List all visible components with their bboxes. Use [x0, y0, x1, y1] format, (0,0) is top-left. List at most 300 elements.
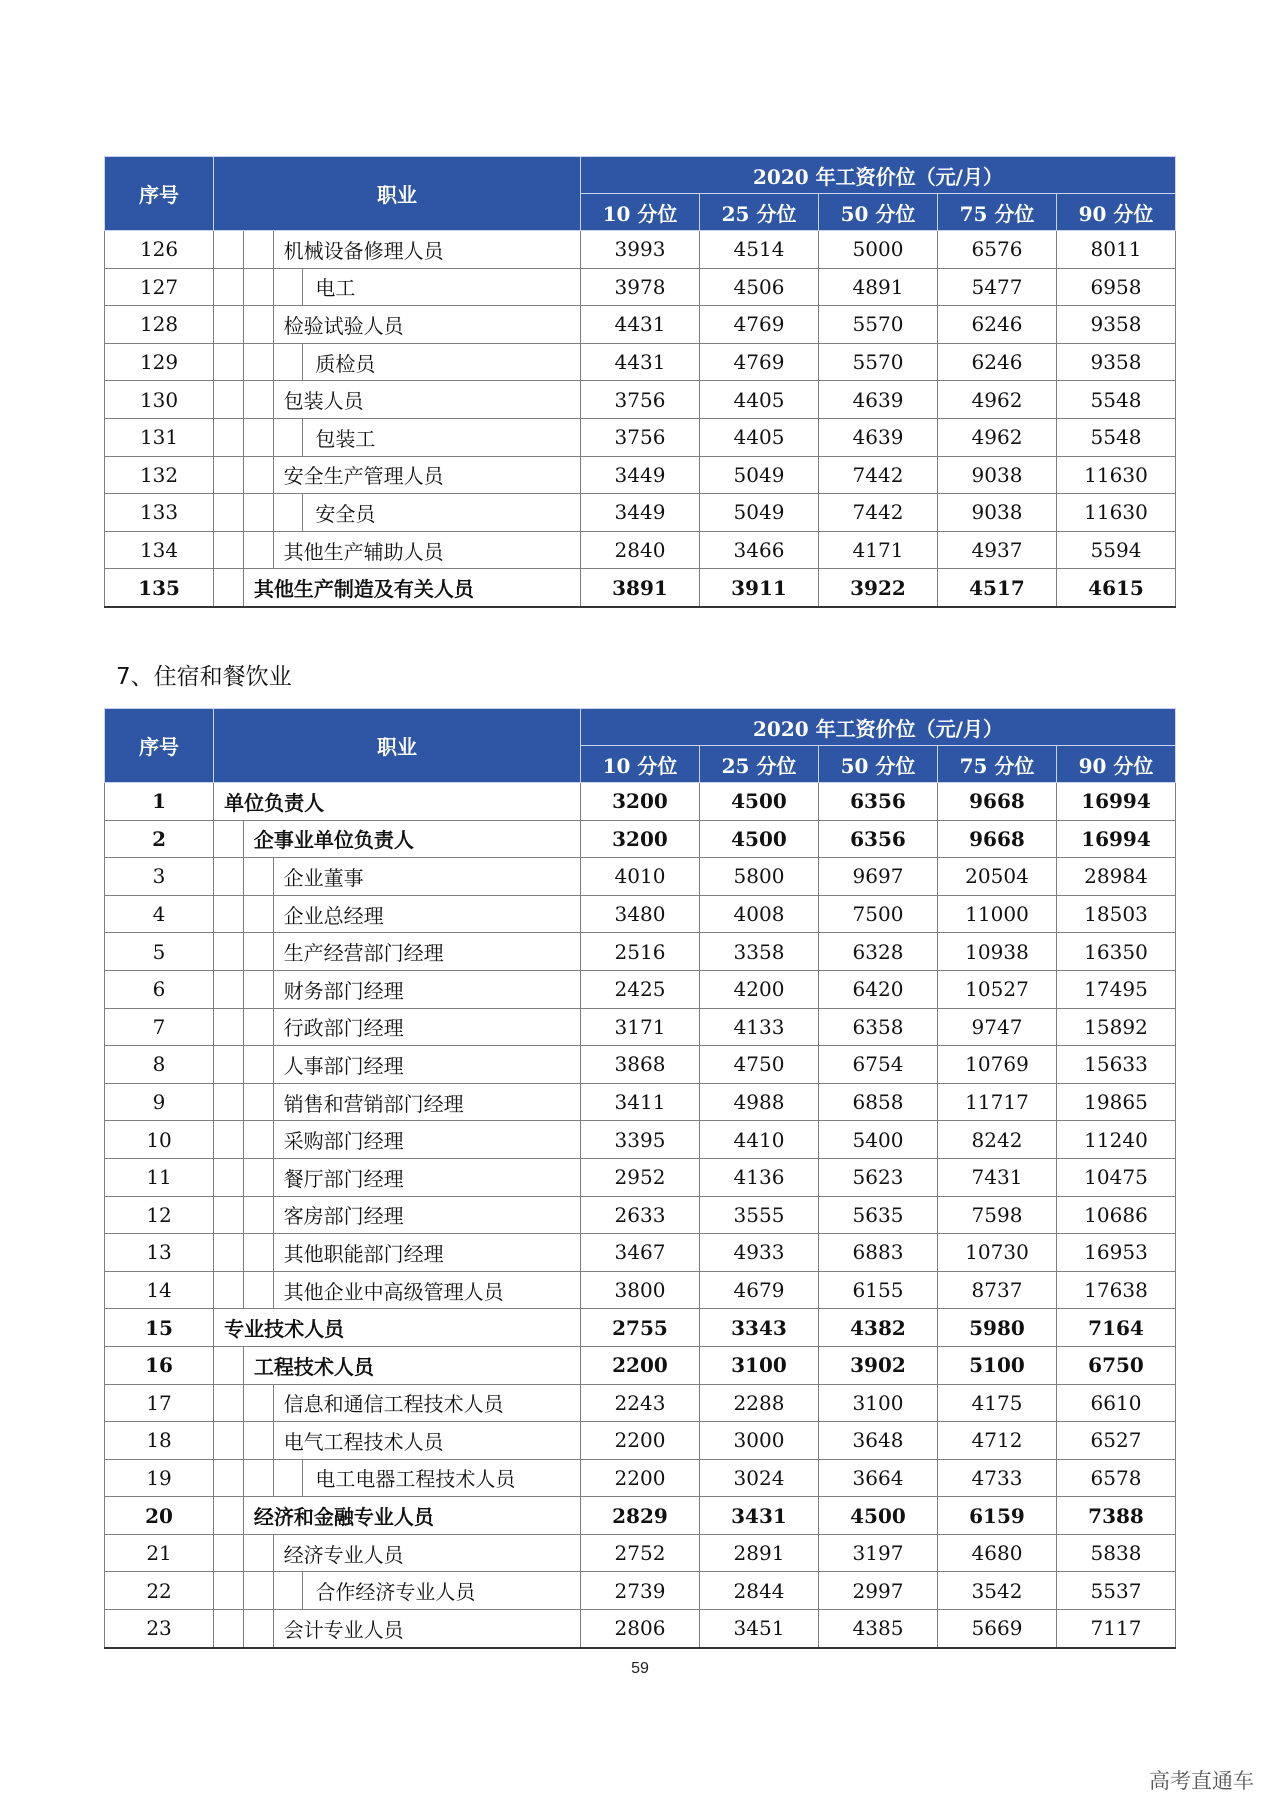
section-heading: 7、住宿和餐饮业	[116, 664, 292, 690]
row-p25: 4988	[699, 1083, 818, 1121]
row-p50: 4382	[818, 1309, 937, 1347]
table-row	[105, 1534, 1176, 1572]
row-p75: 10527	[937, 970, 1056, 1008]
row-seq: 132	[105, 456, 214, 494]
indent-cell	[243, 1083, 273, 1121]
indent-cell	[214, 1572, 244, 1610]
row-occupation: 工程技术人员	[243, 1346, 580, 1384]
row-p75: 4517	[937, 569, 1056, 607]
indent-cell	[243, 306, 273, 344]
row-p75: 10730	[937, 1234, 1056, 1272]
row-p25: 4750	[699, 1046, 818, 1084]
table-row	[105, 343, 1176, 381]
table-header	[105, 709, 1176, 783]
row-occupation: 其他生产辅助人员	[273, 531, 580, 569]
indent-cell	[214, 1459, 244, 1497]
header-p25: 25 分位	[699, 746, 818, 783]
row-p75: 11717	[937, 1083, 1056, 1121]
indent-cell	[214, 858, 244, 896]
indent-cell	[214, 1271, 244, 1309]
row-p25: 4136	[699, 1158, 818, 1196]
row-p75: 9038	[937, 494, 1056, 532]
row-p75: 9668	[937, 820, 1056, 858]
indent-cell	[243, 531, 273, 569]
table-row	[105, 933, 1176, 971]
row-seq: 126	[105, 231, 214, 269]
table-row	[105, 456, 1176, 494]
row-p10: 3993	[580, 231, 699, 269]
indent-cell	[243, 1234, 273, 1272]
row-p75: 10769	[937, 1046, 1056, 1084]
header-p50: 50 分位	[818, 194, 937, 231]
table-row	[105, 1459, 1176, 1497]
row-seq: 6	[105, 970, 214, 1008]
row-p75: 4962	[937, 381, 1056, 419]
row-p25: 3358	[699, 933, 818, 971]
row-p50: 9697	[818, 858, 937, 896]
row-p75: 11000	[937, 895, 1056, 933]
row-p50: 5635	[818, 1196, 937, 1234]
header-p10: 10 分位	[580, 746, 699, 783]
row-seq: 134	[105, 531, 214, 569]
row-occupation: 专业技术人员	[214, 1309, 581, 1347]
row-p10: 2425	[580, 970, 699, 1008]
table-row	[105, 1422, 1176, 1460]
row-p10: 2840	[580, 531, 699, 569]
row-p25: 4133	[699, 1008, 818, 1046]
row-p75: 4175	[937, 1384, 1056, 1422]
row-seq: 2	[105, 820, 214, 858]
indent-cell	[273, 268, 303, 306]
row-p10: 3800	[580, 1271, 699, 1309]
indent-cell	[243, 1459, 273, 1497]
row-p90: 10475	[1056, 1158, 1175, 1196]
row-p90: 5838	[1056, 1534, 1175, 1572]
row-p10: 2739	[580, 1572, 699, 1610]
row-seq: 135	[105, 569, 214, 607]
indent-cell	[214, 456, 244, 494]
row-p25: 4506	[699, 268, 818, 306]
row-p90: 8011	[1056, 231, 1175, 269]
row-seq: 133	[105, 494, 214, 532]
indent-cell	[243, 933, 273, 971]
row-p75: 9038	[937, 456, 1056, 494]
indent-cell	[243, 494, 273, 532]
row-p50: 6358	[818, 1008, 937, 1046]
row-p25: 3466	[699, 531, 818, 569]
table-row	[105, 1497, 1176, 1535]
indent-cell	[214, 820, 244, 858]
row-p75: 6246	[937, 343, 1056, 381]
header-occupation: 职业	[214, 709, 581, 783]
row-p90: 5537	[1056, 1572, 1175, 1610]
indent-cell	[243, 1158, 273, 1196]
indent-cell	[214, 970, 244, 1008]
row-seq: 5	[105, 933, 214, 971]
row-p90: 7117	[1056, 1610, 1175, 1648]
indent-cell	[214, 1158, 244, 1196]
header-p75: 75 分位	[937, 194, 1056, 231]
row-p50: 7500	[818, 895, 937, 933]
row-p25: 5800	[699, 858, 818, 896]
indent-cell	[214, 1534, 244, 1572]
row-p10: 3395	[580, 1121, 699, 1159]
row-occupation: 生产经营部门经理	[273, 933, 580, 971]
row-p75: 10938	[937, 933, 1056, 971]
row-p25: 2891	[699, 1534, 818, 1572]
row-p50: 6328	[818, 933, 937, 971]
row-p90: 9358	[1056, 306, 1175, 344]
row-p25: 3000	[699, 1422, 818, 1460]
row-p50: 4639	[818, 381, 937, 419]
row-p25: 3911	[699, 569, 818, 607]
table-row	[105, 1572, 1176, 1610]
table-row	[105, 531, 1176, 569]
indent-cell	[243, 1384, 273, 1422]
row-seq: 131	[105, 418, 214, 456]
row-p90: 5548	[1056, 418, 1175, 456]
row-p10: 3978	[580, 268, 699, 306]
row-occupation: 餐厅部门经理	[273, 1158, 580, 1196]
indent-cell	[214, 418, 244, 456]
indent-cell	[273, 418, 303, 456]
indent-cell	[214, 1196, 244, 1234]
row-p50: 4171	[818, 531, 937, 569]
row-p75: 4733	[937, 1459, 1056, 1497]
indent-cell	[214, 1008, 244, 1046]
table-row	[105, 970, 1176, 1008]
row-p90: 18503	[1056, 895, 1175, 933]
table-row	[105, 1234, 1176, 1272]
row-p90: 6578	[1056, 1459, 1175, 1497]
indent-cell	[243, 1121, 273, 1159]
row-p75: 6246	[937, 306, 1056, 344]
row-occupation: 单位负责人	[214, 783, 581, 821]
row-p10: 4431	[580, 306, 699, 344]
indent-cell	[214, 381, 244, 419]
indent-cell	[243, 895, 273, 933]
row-p50: 5400	[818, 1121, 937, 1159]
table-row	[105, 1384, 1176, 1422]
row-p10: 2516	[580, 933, 699, 971]
row-p90: 28984	[1056, 858, 1175, 896]
row-seq: 128	[105, 306, 214, 344]
row-p75: 5980	[937, 1309, 1056, 1347]
row-occupation: 其他职能部门经理	[273, 1234, 580, 1272]
row-seq: 22	[105, 1572, 214, 1610]
table-row	[105, 1346, 1176, 1384]
indent-cell	[243, 858, 273, 896]
row-seq: 20	[105, 1497, 214, 1535]
header-p25: 25 分位	[699, 194, 818, 231]
row-occupation: 企业总经理	[273, 895, 580, 933]
row-p10: 2752	[580, 1534, 699, 1572]
table-row	[105, 1196, 1176, 1234]
row-p50: 3902	[818, 1346, 937, 1384]
row-p25: 3100	[699, 1346, 818, 1384]
table-row	[105, 494, 1176, 532]
row-p50: 6858	[818, 1083, 937, 1121]
row-p50: 6754	[818, 1046, 937, 1084]
row-p25: 4008	[699, 895, 818, 933]
row-occupation: 安全生产管理人员	[273, 456, 580, 494]
row-p25: 3555	[699, 1196, 818, 1234]
row-p10: 2633	[580, 1196, 699, 1234]
indent-cell	[214, 569, 244, 607]
indent-cell	[273, 343, 303, 381]
header-seq: 序号	[105, 709, 214, 783]
row-p25: 4405	[699, 418, 818, 456]
row-seq: 3	[105, 858, 214, 896]
row-p50: 6356	[818, 820, 937, 858]
row-p75: 6159	[937, 1497, 1056, 1535]
page-number: 59	[631, 1660, 649, 1677]
indent-cell	[214, 1610, 244, 1648]
row-p90: 11630	[1056, 494, 1175, 532]
row-p90: 17638	[1056, 1271, 1175, 1309]
row-occupation: 检验试验人员	[273, 306, 580, 344]
row-p10: 3756	[580, 381, 699, 419]
row-p75: 4962	[937, 418, 1056, 456]
row-occupation: 质检员	[303, 343, 581, 381]
row-p25: 2288	[699, 1384, 818, 1422]
row-p50: 3648	[818, 1422, 937, 1460]
row-occupation: 信息和通信工程技术人员	[273, 1384, 580, 1422]
row-p10: 3891	[580, 569, 699, 607]
row-occupation: 电工	[303, 268, 581, 306]
row-occupation: 包装人员	[273, 381, 580, 419]
row-p10: 3756	[580, 418, 699, 456]
row-p10: 2829	[580, 1497, 699, 1535]
row-p25: 3024	[699, 1459, 818, 1497]
header-wage-group: 2020 年工资价位（元/月）	[580, 157, 1175, 194]
indent-cell	[214, 531, 244, 569]
indent-cell	[243, 381, 273, 419]
table-row	[105, 1610, 1176, 1648]
row-p90: 5548	[1056, 381, 1175, 419]
row-p50: 6420	[818, 970, 937, 1008]
indent-cell	[243, 1046, 273, 1084]
row-p25: 4410	[699, 1121, 818, 1159]
row-occupation: 企事业单位负责人	[243, 820, 580, 858]
row-occupation: 采购部门经理	[273, 1121, 580, 1159]
row-p90: 11630	[1056, 456, 1175, 494]
row-p75: 7431	[937, 1158, 1056, 1196]
row-p25: 3343	[699, 1309, 818, 1347]
row-p10: 3200	[580, 783, 699, 821]
row-p10: 2200	[580, 1422, 699, 1460]
table-row	[105, 1309, 1176, 1347]
indent-cell	[243, 970, 273, 1008]
table-body	[105, 231, 1176, 607]
row-seq: 12	[105, 1196, 214, 1234]
row-p10: 2806	[580, 1610, 699, 1648]
row-occupation: 机械设备修理人员	[273, 231, 580, 269]
row-seq: 129	[105, 343, 214, 381]
row-p50: 3922	[818, 569, 937, 607]
row-p10: 2755	[580, 1309, 699, 1347]
row-p90: 4615	[1056, 569, 1175, 607]
table-row	[105, 381, 1176, 419]
indent-cell	[243, 418, 273, 456]
indent-cell	[243, 343, 273, 381]
row-p90: 15892	[1056, 1008, 1175, 1046]
row-seq: 9	[105, 1083, 214, 1121]
header-seq: 序号	[105, 157, 214, 231]
row-p50: 5623	[818, 1158, 937, 1196]
row-p10: 2200	[580, 1459, 699, 1497]
indent-cell	[243, 231, 273, 269]
row-p50: 3197	[818, 1534, 937, 1572]
header-p50: 50 分位	[818, 746, 937, 783]
row-p75: 6576	[937, 231, 1056, 269]
row-occupation: 会计专业人员	[273, 1610, 580, 1648]
row-p90: 15633	[1056, 1046, 1175, 1084]
row-p75: 8737	[937, 1271, 1056, 1309]
header-p75: 75 分位	[937, 746, 1056, 783]
table-row	[105, 1158, 1176, 1196]
row-p50: 7442	[818, 494, 937, 532]
row-p75: 8242	[937, 1121, 1056, 1159]
row-p25: 3431	[699, 1497, 818, 1535]
row-p10: 3171	[580, 1008, 699, 1046]
table-row	[105, 895, 1176, 933]
indent-cell	[214, 1121, 244, 1159]
row-seq: 23	[105, 1610, 214, 1648]
indent-cell	[243, 1008, 273, 1046]
row-p75: 3542	[937, 1572, 1056, 1610]
table-row	[105, 1121, 1176, 1159]
row-p90: 6958	[1056, 268, 1175, 306]
row-occupation: 人事部门经理	[273, 1046, 580, 1084]
header-p10: 10 分位	[580, 194, 699, 231]
row-seq: 17	[105, 1384, 214, 1422]
row-occupation: 销售和营销部门经理	[273, 1083, 580, 1121]
indent-cell	[214, 895, 244, 933]
row-occupation: 电气工程技术人员	[273, 1422, 580, 1460]
row-p90: 6610	[1056, 1384, 1175, 1422]
indent-cell	[243, 1534, 273, 1572]
row-p90: 16350	[1056, 933, 1175, 971]
row-seq: 21	[105, 1534, 214, 1572]
row-p50: 2997	[818, 1572, 937, 1610]
row-p10: 3868	[580, 1046, 699, 1084]
row-seq: 1	[105, 783, 214, 821]
row-p50: 6883	[818, 1234, 937, 1272]
row-p50: 4639	[818, 418, 937, 456]
row-occupation: 安全员	[303, 494, 581, 532]
indent-cell	[243, 1610, 273, 1648]
indent-cell	[214, 1384, 244, 1422]
row-occupation: 包装工	[303, 418, 581, 456]
table-row	[105, 1083, 1176, 1121]
row-p50: 3664	[818, 1459, 937, 1497]
row-p50: 5570	[818, 343, 937, 381]
row-p50: 3100	[818, 1384, 937, 1422]
row-seq: 19	[105, 1459, 214, 1497]
row-p10: 4431	[580, 343, 699, 381]
row-p25: 4769	[699, 306, 818, 344]
row-p10: 3480	[580, 895, 699, 933]
row-occupation: 合作经济专业人员	[303, 1572, 581, 1610]
table-row	[105, 820, 1176, 858]
table-row	[105, 418, 1176, 456]
header-wage-group: 2020 年工资价位（元/月）	[580, 709, 1175, 746]
table-row	[105, 783, 1176, 821]
row-p75: 4712	[937, 1422, 1056, 1460]
row-p90: 6750	[1056, 1346, 1175, 1384]
table-row	[105, 268, 1176, 306]
row-p50: 5570	[818, 306, 937, 344]
row-p75: 4680	[937, 1534, 1056, 1572]
indent-cell	[214, 1422, 244, 1460]
row-p50: 7442	[818, 456, 937, 494]
table-row	[105, 1008, 1176, 1046]
table-row	[105, 858, 1176, 896]
row-occupation: 行政部门经理	[273, 1008, 580, 1046]
wage-table-accommodation-catering	[104, 708, 1176, 1649]
wage-table-manufacturing	[104, 156, 1176, 608]
row-seq: 7	[105, 1008, 214, 1046]
row-occupation: 客房部门经理	[273, 1196, 580, 1234]
row-p25: 4405	[699, 381, 818, 419]
row-p10: 3411	[580, 1083, 699, 1121]
row-seq: 16	[105, 1346, 214, 1384]
row-p25: 4500	[699, 783, 818, 821]
header-p90: 90 分位	[1056, 746, 1175, 783]
row-p25: 5049	[699, 456, 818, 494]
row-p10: 2200	[580, 1346, 699, 1384]
row-p25: 4500	[699, 820, 818, 858]
row-p25: 4679	[699, 1271, 818, 1309]
indent-cell	[214, 231, 244, 269]
row-p25: 4769	[699, 343, 818, 381]
row-p50: 4385	[818, 1610, 937, 1648]
row-p75: 9668	[937, 783, 1056, 821]
table-row	[105, 1046, 1176, 1084]
row-p75: 4937	[937, 531, 1056, 569]
row-p10: 4010	[580, 858, 699, 896]
row-seq: 10	[105, 1121, 214, 1159]
row-occupation: 经济专业人员	[273, 1534, 580, 1572]
indent-cell	[243, 1572, 273, 1610]
row-p25: 5049	[699, 494, 818, 532]
row-p10: 3449	[580, 456, 699, 494]
row-occupation: 其他企业中高级管理人员	[273, 1271, 580, 1309]
row-occupation: 财务部门经理	[273, 970, 580, 1008]
row-p90: 10686	[1056, 1196, 1175, 1234]
table-header	[105, 157, 1176, 231]
indent-cell	[243, 268, 273, 306]
indent-cell	[214, 1234, 244, 1272]
row-p50: 6356	[818, 783, 937, 821]
row-p90: 11240	[1056, 1121, 1175, 1159]
indent-cell	[214, 1083, 244, 1121]
row-p25: 4200	[699, 970, 818, 1008]
row-occupation: 电工电器工程技术人员	[303, 1459, 581, 1497]
row-p75: 7598	[937, 1196, 1056, 1234]
row-p25: 4514	[699, 231, 818, 269]
row-p10: 3449	[580, 494, 699, 532]
indent-cell	[243, 456, 273, 494]
indent-cell	[214, 1346, 244, 1384]
table-row	[105, 1271, 1176, 1309]
indent-cell	[273, 1572, 303, 1610]
indent-cell	[214, 1497, 244, 1535]
row-p25: 2844	[699, 1572, 818, 1610]
indent-cell	[214, 494, 244, 532]
indent-cell	[273, 1459, 303, 1497]
